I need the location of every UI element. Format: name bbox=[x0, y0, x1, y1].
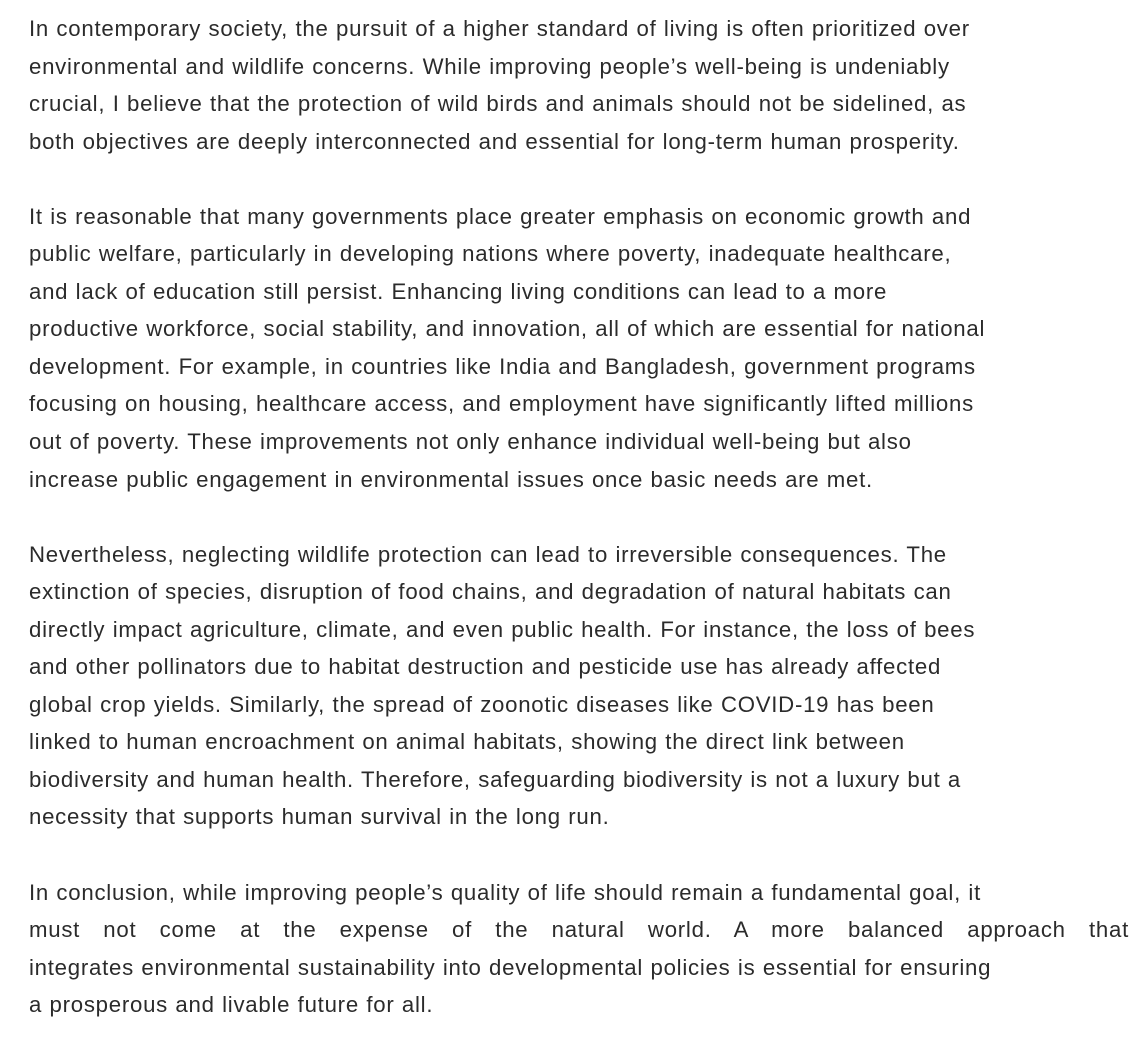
text-line: Nevertheless, neglecting wildlife protection can lead to irreversible consequences. The bbox=[29, 541, 947, 567]
text-line: and lack of education still persist. Enhancing living conditions can lead to a more bbox=[29, 278, 888, 304]
text-line: It is reasonable that many governments place greater emphasis on economic growth and bbox=[29, 203, 972, 229]
text-line: environmental and wildlife concerns. While improving people’s well-being is undeniably bbox=[29, 53, 950, 79]
text-line: In conclusion, while improving people’s quality of life should remain a fundamental goal, it bbox=[29, 879, 982, 905]
text-line: focusing on housing, healthcare access, and employment have significantly lifted millions bbox=[29, 391, 974, 417]
paragraph-body-1 bbox=[29, 198, 1129, 498]
text-line: out of poverty. These improvements not only enhance individual well-being but also bbox=[29, 429, 912, 455]
text-line: and other pollinators due to habitat destruction and pesticide use has already affected bbox=[29, 654, 942, 680]
text-line: public welfare, particularly in developing nations where poverty, inadequate healthcare, bbox=[29, 241, 952, 267]
essay-body bbox=[29, 10, 1129, 1024]
text-line: integrates environmental sustainability into developmental policies is essential for ensuring bbox=[29, 954, 992, 980]
text-line: extinction of species, disruption of food chains, and degradation of natural habitats can bbox=[29, 579, 952, 605]
text-line: a prosperous and livable future for all. bbox=[29, 992, 434, 1018]
text-line: both objectives are deeply interconnected and essential for long-term human prosperity. bbox=[29, 128, 960, 154]
text-line: productive workforce, social stability, and innovation, all of which are essential for national bbox=[29, 316, 986, 342]
text-line: must not come at the expense of the natural world. A more balanced approach that bbox=[29, 917, 1129, 943]
text-line: development. For example, in countries like India and Bangladesh, government programs bbox=[29, 353, 976, 379]
text-line: crucial, I believe that the protection of wild birds and animals should not be sidelined, as bbox=[29, 91, 967, 117]
paragraph-body-2 bbox=[29, 536, 1129, 836]
text-line: In contemporary society, the pursuit of a higher standard of living is often prioritized over bbox=[29, 16, 970, 41]
text-line: necessity that supports human survival in the long run. bbox=[29, 804, 610, 830]
paragraph-conclusion bbox=[29, 874, 1129, 1024]
text-line: increase public engagement in environmental issues once basic needs are met. bbox=[29, 466, 873, 492]
text-line: linked to human encroachment on animal habitats, showing the direct link between bbox=[29, 729, 905, 755]
paragraph-intro bbox=[29, 10, 1129, 160]
text-line: directly impact agriculture, climate, and even public health. For instance, the loss of bees bbox=[29, 616, 976, 642]
text-line: global crop yields. Similarly, the spread of zoonotic diseases like COVID-19 has been bbox=[29, 691, 935, 717]
text-line: biodiversity and human health. Therefore, safeguarding biodiversity is not a luxury but a bbox=[29, 766, 961, 792]
